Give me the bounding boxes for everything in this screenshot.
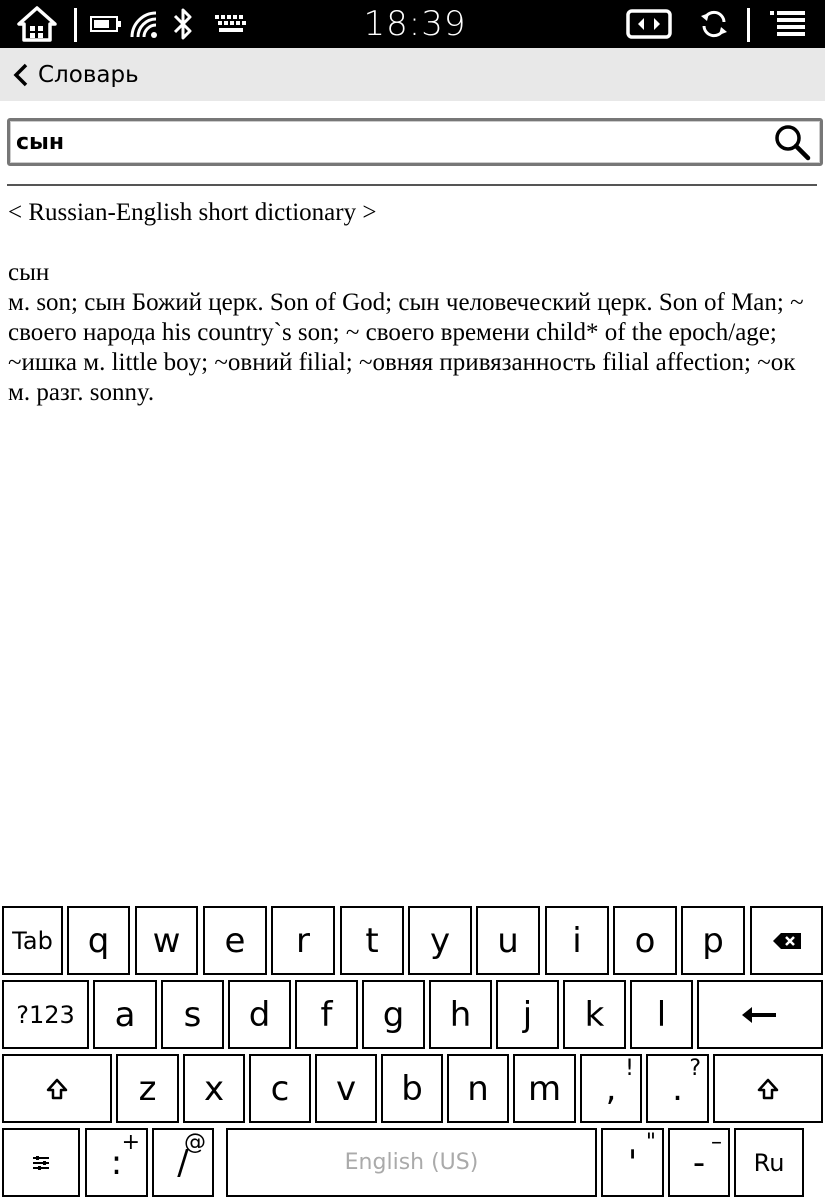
key-enter[interactable] xyxy=(697,980,823,1049)
wifi-icon xyxy=(126,0,162,48)
key-s[interactable]: s xyxy=(161,980,224,1049)
home-icon[interactable] xyxy=(14,0,60,48)
key-e[interactable]: e xyxy=(203,906,267,975)
key-slash[interactable] xyxy=(152,1128,214,1197)
key-r[interactable]: r xyxy=(271,906,335,975)
keyboard-icon xyxy=(212,0,250,48)
dictionary-result xyxy=(8,198,818,408)
key-h[interactable]: h xyxy=(429,980,492,1049)
key-y[interactable]: y xyxy=(408,906,472,975)
key-backspace[interactable] xyxy=(750,906,823,975)
enter-icon xyxy=(742,1005,778,1025)
search-box xyxy=(7,118,823,166)
key-settings[interactable] xyxy=(2,1128,80,1197)
bluetooth-icon xyxy=(168,0,198,48)
key-x[interactable]: x xyxy=(183,1054,245,1123)
key-alt-label: " xyxy=(645,1130,656,1155)
key-n[interactable]: n xyxy=(447,1054,509,1123)
status-separator xyxy=(747,8,750,42)
key-o[interactable]: o xyxy=(613,906,677,975)
status-separator xyxy=(74,8,77,42)
headword: сын xyxy=(8,259,50,286)
key-m[interactable]: m xyxy=(513,1054,576,1123)
key-main-label: / xyxy=(177,1142,189,1183)
key-b[interactable]: b xyxy=(381,1054,443,1123)
key-main-label: - xyxy=(692,1142,706,1183)
search-input[interactable] xyxy=(16,121,756,163)
key-u[interactable]: u xyxy=(476,906,540,975)
status-bar xyxy=(0,0,825,48)
key-a[interactable]: a xyxy=(93,980,157,1049)
key-f[interactable]: f xyxy=(295,980,358,1049)
key-k[interactable]: k xyxy=(563,980,626,1049)
dictionary-name: < Russian-English short dictionary > xyxy=(8,199,377,226)
key-v[interactable]: v xyxy=(315,1054,377,1123)
key-w[interactable]: w xyxy=(135,906,198,975)
key-j[interactable]: j xyxy=(496,980,559,1049)
key-alt-label: @ xyxy=(184,1130,206,1155)
battery-icon xyxy=(88,0,124,48)
key-apostrophe[interactable] xyxy=(601,1128,664,1197)
key-main-label: . xyxy=(672,1068,683,1109)
key-l[interactable]: l xyxy=(630,980,693,1049)
key-space[interactable]: English (US) xyxy=(226,1128,597,1197)
chevron-left-icon xyxy=(12,62,30,88)
key-language[interactable]: Ru xyxy=(734,1128,804,1197)
key-main-label: , xyxy=(605,1068,617,1109)
settings-sliders-icon xyxy=(32,1155,50,1171)
backspace-icon xyxy=(773,933,801,949)
key-i[interactable]: i xyxy=(545,906,609,975)
shift-icon xyxy=(46,1078,68,1100)
key-p[interactable]: p xyxy=(681,906,745,975)
key-colon[interactable] xyxy=(85,1128,148,1197)
key-t[interactable]: t xyxy=(340,906,404,975)
page-title: Словарь xyxy=(38,61,139,88)
divider xyxy=(7,184,817,186)
key-z[interactable]: z xyxy=(116,1054,179,1123)
key-main-label: : xyxy=(110,1142,123,1183)
key-alt-label: ? xyxy=(689,1056,701,1081)
clock: 18:39 xyxy=(363,4,467,44)
back-button[interactable] xyxy=(12,48,139,101)
key-c[interactable]: c xyxy=(249,1054,311,1123)
key-alt-label: – xyxy=(711,1130,722,1155)
shift-icon xyxy=(757,1078,779,1100)
key-alt-label: ! xyxy=(625,1056,634,1081)
key-comma[interactable] xyxy=(580,1054,642,1123)
rotate-screen-icon[interactable] xyxy=(624,0,674,48)
key-d[interactable]: d xyxy=(228,980,291,1049)
key-period[interactable] xyxy=(646,1054,709,1123)
menu-icon[interactable] xyxy=(766,0,810,48)
definition: м. son; сын Божий церк. Son of God; сын человеческий церк. Son of Man; ~ своего народа his country`s son; ~ своего времени child* of the epoch/age; ~ишка м. little boy; ~овний filial; ~овняя привязанность filial affection; ~ок м. разг. sonny. xyxy=(8,289,804,406)
key-symbols[interactable]: ?123 xyxy=(2,980,89,1049)
search-button[interactable] xyxy=(772,123,812,161)
search-icon xyxy=(773,123,811,161)
key-q[interactable]: q xyxy=(67,906,130,975)
key-shift-left[interactable] xyxy=(2,1054,112,1123)
key-g[interactable]: g xyxy=(362,980,425,1049)
app-header xyxy=(0,48,825,101)
key-main-label: ' xyxy=(627,1142,638,1183)
key-dash[interactable] xyxy=(668,1128,730,1197)
key-tab[interactable]: Tab xyxy=(2,906,63,975)
sync-icon[interactable] xyxy=(694,0,734,48)
key-shift-right[interactable] xyxy=(713,1054,823,1123)
key-alt-label: + xyxy=(121,1130,140,1155)
